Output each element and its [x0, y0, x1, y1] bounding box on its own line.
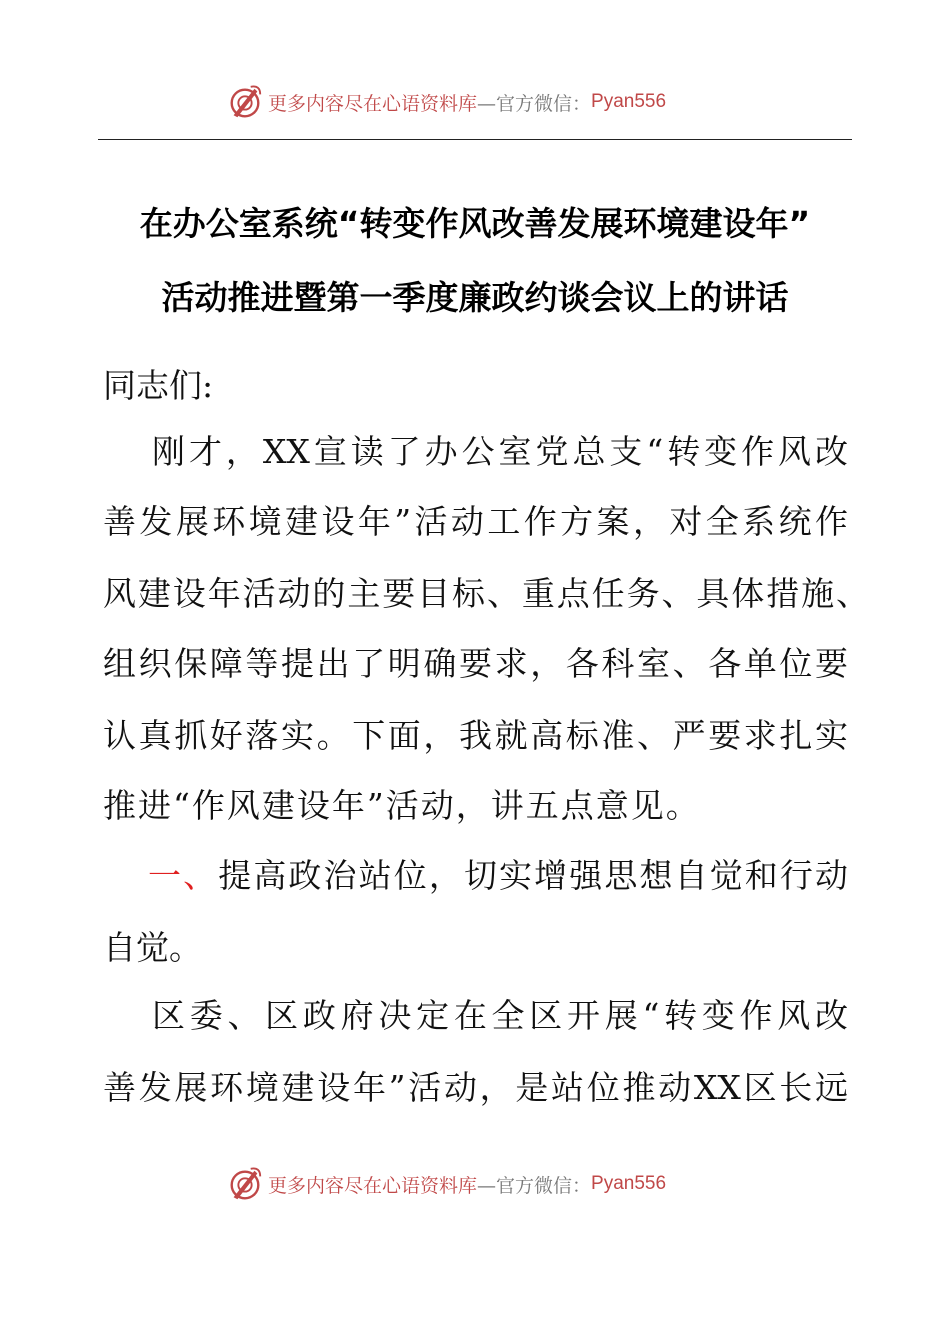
- banner-separator: —官方微信：: [477, 1174, 592, 1197]
- paragraph-1-line-4: 组织保障等提出了明确要求，各科室、各单位要: [103, 644, 848, 683]
- header-rule: [98, 139, 852, 140]
- paragraph-1-line-5: 认真抓好落实。下面，我就高标准、严要求扎实: [103, 716, 848, 755]
- banner-wechat-id: Pyan556: [591, 1173, 667, 1194]
- section-1-heading: [148, 856, 848, 896]
- banner-title: 更多内容尽在心语资料库: [268, 1174, 478, 1197]
- paragraph-1-line-6: 推进“作风建设年”活动，讲五点意见。: [103, 786, 701, 825]
- banner-separator: —官方微信：: [477, 92, 592, 115]
- banner-title: 更多内容尽在心语资料库: [268, 92, 478, 115]
- paragraph-2-line-1: 区委、区政府决定在全区开展“转变作风改: [152, 996, 848, 1035]
- quill-logo-icon: [226, 1165, 264, 1203]
- section-1-number: 一、: [148, 856, 219, 895]
- section-1-heading-text: 提高政治站位，切实增强思想自觉和行动: [218, 856, 849, 895]
- footer-banner: [226, 1164, 666, 1204]
- salutation: 同志们:: [103, 366, 214, 405]
- section-1-heading-line-2: 自觉。: [103, 928, 202, 967]
- paragraph-1-line-1: 刚才，XX宣读了办公室党总支“转变作风改: [152, 432, 848, 471]
- banner-wechat-id: Pyan556: [591, 91, 667, 112]
- quill-logo-icon: [226, 83, 264, 121]
- header-banner: [226, 82, 666, 122]
- paragraph-1-line-3: 风建设年活动的主要目标、重点任务、具体措施、: [103, 574, 869, 613]
- paragraph-2-line-2: 善发展环境建设年”活动，是站位推动XX区长远: [103, 1068, 848, 1107]
- document-title-line-1: 在办公室系统“转变作风改善发展环境建设年”: [139, 204, 811, 243]
- document-title-line-2: 活动推进暨第一季度廉政约谈会议上的讲话: [161, 278, 789, 317]
- paragraph-1-line-2: 善发展环境建设年”活动工作方案，对全系统作: [103, 502, 848, 541]
